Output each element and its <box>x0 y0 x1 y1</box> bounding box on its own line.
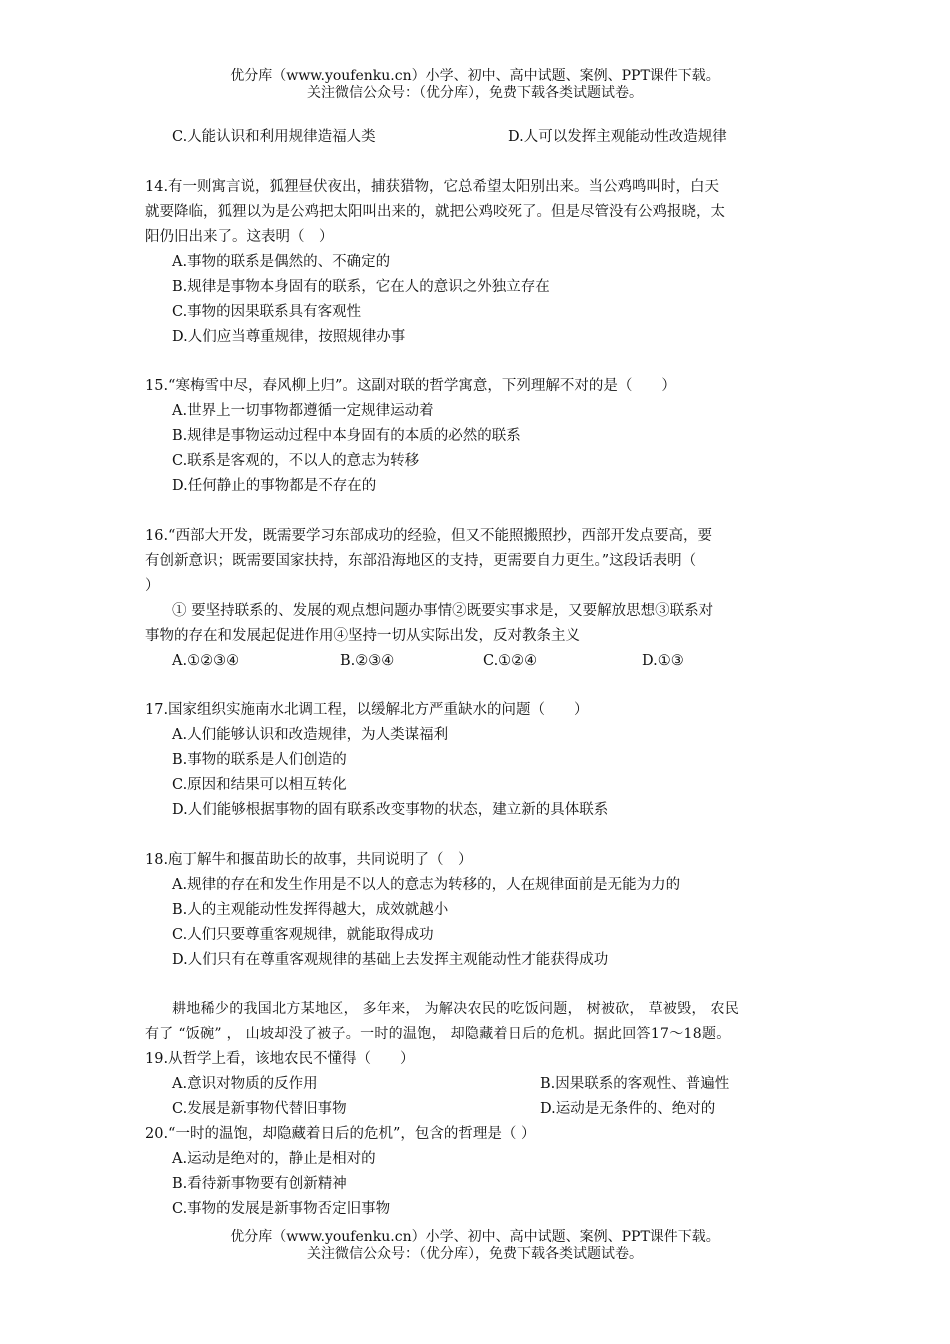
q18-option-a: A.规律的存在和发生作用是不以人的意志为转移的，人在规律面前是无能为力的 <box>172 877 681 893</box>
q17-option-d: D.人们能够根据事物的固有联系改变事物的状态，建立新的具体联系 <box>172 802 609 818</box>
page-header <box>0 68 950 102</box>
q16-items-line-1: ① 要坚持联系的、发展的观点想问题办事情②既要实事求是，又要解放思想③联系对 <box>172 603 714 619</box>
footer-line-2: 关注微信公众号：（优分库），免费下载各类试题试卷。 <box>307 1246 643 1262</box>
q20-option-b: B.看待新事物要有创新精神 <box>172 1176 347 1192</box>
q18-stem: 18.庖丁解牛和揠苗助长的故事，共同说明了（ ） <box>145 852 473 868</box>
page-footer <box>0 1229 950 1263</box>
q18-option-c: C.人们只要尊重客观规律，就能取得成功 <box>172 927 434 943</box>
q17-option-c: C.原因和结果可以相互转化 <box>172 777 347 793</box>
q18-option-b: B.人的主观能动性发挥得越大，成效就越小 <box>172 902 449 918</box>
q20-option-a: A.运动是绝对的，静止是相对的 <box>172 1151 376 1167</box>
q14-option-d: D.人们应当尊重规律，按照规律办事 <box>172 329 406 345</box>
q16-option-d: D.①③ <box>642 653 684 669</box>
q17-option-a: A.人们能够认识和改造规律，为人类谋福利 <box>172 727 449 743</box>
q13-option-c: C.人能认识和利用规律造福人类 <box>172 129 376 145</box>
q15-stem: 15.“寒梅雪中尽，春风柳上归”。这副对联的哲学寓意，下列理解不对的是（ ） <box>145 378 676 394</box>
footer-line-1: 优分库（www.youfenku.cn）小学、初中、高中试题、案例、PPT课件下载。 <box>230 1229 720 1245</box>
q13-option-d: D.人可以发挥主观能动性改造规律 <box>508 129 727 145</box>
q15-option-d: D.任何静止的事物都是不存在的 <box>172 478 377 494</box>
q19-option-c: C.发展是新事物代替旧事物 <box>172 1101 347 1117</box>
q14-stem-line-3: 阳仍旧出来了。这表明（ ） <box>145 229 334 245</box>
q14-option-a: A.事物的联系是偶然的、不确定的 <box>172 254 391 270</box>
q14-stem-line-2: 就要降临，狐狸以为是公鸡把太阳叫出来的，就把公鸡咬死了。但是尽管没有公鸡报晓，太 <box>145 204 725 220</box>
q15-option-b: B.规律是事物运动过程中本身固有的本质的必然的联系 <box>172 428 521 444</box>
q19-option-d: D.运动是无条件的、绝对的 <box>540 1101 716 1117</box>
q14-option-c: C.事物的因果联系具有客观性 <box>172 304 362 320</box>
q19-option-a: A.意识对物质的反作用 <box>172 1076 318 1092</box>
q14-stem-line-1: 14.有一则寓言说，狐狸昼伏夜出，捕获猎物，它总希望太阳别出来。当公鸡鸣叫时，白天 <box>145 179 720 195</box>
q17-stem: 17.国家组织实施南水北调工程，以缓解北方严重缺水的问题（ ） <box>145 702 589 718</box>
q16-stem-line-1: 16.“西部大开发，既需要学习东部成功的经验，但又不能照搬照抄，西部开发点要高，要 <box>145 528 712 544</box>
q16-stem-line-2: 有创新意识；既需要国家扶持，东部沿海地区的支持，更需要自力更生。”这段话表明（ <box>145 553 697 569</box>
q17-option-b: B.事物的联系是人们创造的 <box>172 752 347 768</box>
q16-option-b: B.②③④ <box>340 653 395 669</box>
q16-option-c: C.①②④ <box>483 653 538 669</box>
q16-items-line-2: 事物的存在和发展起促进作用④坚持一切从实际出发，反对教条主义 <box>145 628 580 644</box>
q15-option-c: C.联系是客观的，不以人的意志为转移 <box>172 453 420 469</box>
q19-stem: 19.从哲学上看，该地农民不懂得（ ） <box>145 1051 415 1067</box>
q20-option-c: C.事物的发展是新事物否定旧事物 <box>172 1201 391 1217</box>
q19-option-b: B.因果联系的客观性、普遍性 <box>540 1076 730 1092</box>
q20-stem: 20.“一时的温饱，却隐藏着日后的危机”，包含的哲理是（ ） <box>145 1126 536 1142</box>
header-line-1: 优分库（www.youfenku.cn）小学、初中、高中试题、案例、PPT课件下载。 <box>230 68 720 84</box>
q16-option-a: A.①②③④ <box>172 653 240 669</box>
q18-option-d: D.人们只有在尊重客观规律的基础上去发挥主观能动性才能获得成功 <box>172 952 609 968</box>
q16-stem-line-3: ） <box>145 578 160 594</box>
passage-line-1: 耕地稀少的我国北方某地区， 多年来， 为解决农民的吃饭问题， 树被砍， 草被毁， 农民 <box>172 1001 740 1017</box>
passage-line-2: 有了 “饭碗” ， 山坡却没了被子。一时的温饱， 却隐藏着日后的危机。据此回答17～18题。 <box>145 1026 731 1042</box>
q15-option-a: A.世界上一切事物都遵循一定规律运动着 <box>172 403 434 419</box>
header-line-2: 关注微信公众号：（优分库），免费下载各类试题试卷。 <box>307 85 643 101</box>
q14-option-b: B.规律是事物本身固有的联系，它在人的意识之外独立存在 <box>172 279 550 295</box>
